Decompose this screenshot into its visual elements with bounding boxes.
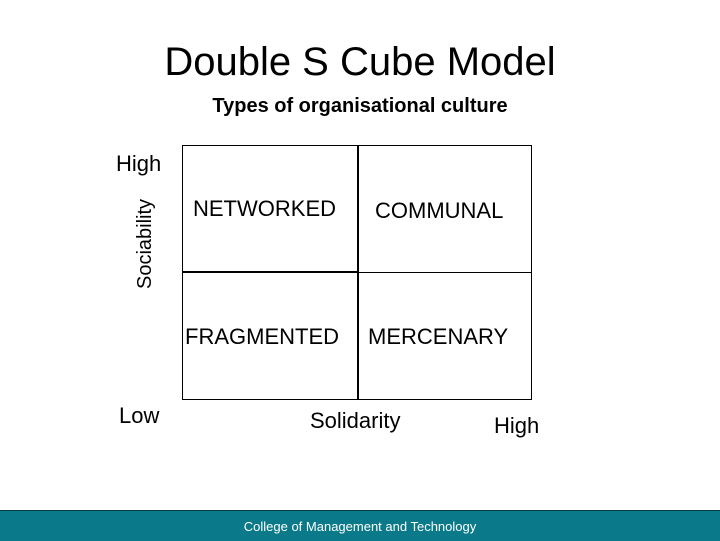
quadrant-label-mercenary: MERCENARY <box>368 324 509 349</box>
quadrant-label-networked: NETWORKED <box>193 196 336 221</box>
x-axis-high-label: High <box>494 413 540 438</box>
slide-subtitle: Types of organisational culture <box>212 95 508 117</box>
quadrant-label-communal: COMMUNAL <box>375 198 504 223</box>
x-axis-label: Solidarity <box>310 408 401 433</box>
slide-title: Double S Cube Model <box>164 40 556 84</box>
quadrant-label-fragmented: FRAGMENTED <box>185 324 339 349</box>
y-axis-high-label: High <box>116 151 162 176</box>
footer-text: College of Management and Technology <box>243 519 477 534</box>
y-axis-low-label: Low <box>119 403 160 428</box>
y-axis-label: Sociability <box>134 198 156 290</box>
